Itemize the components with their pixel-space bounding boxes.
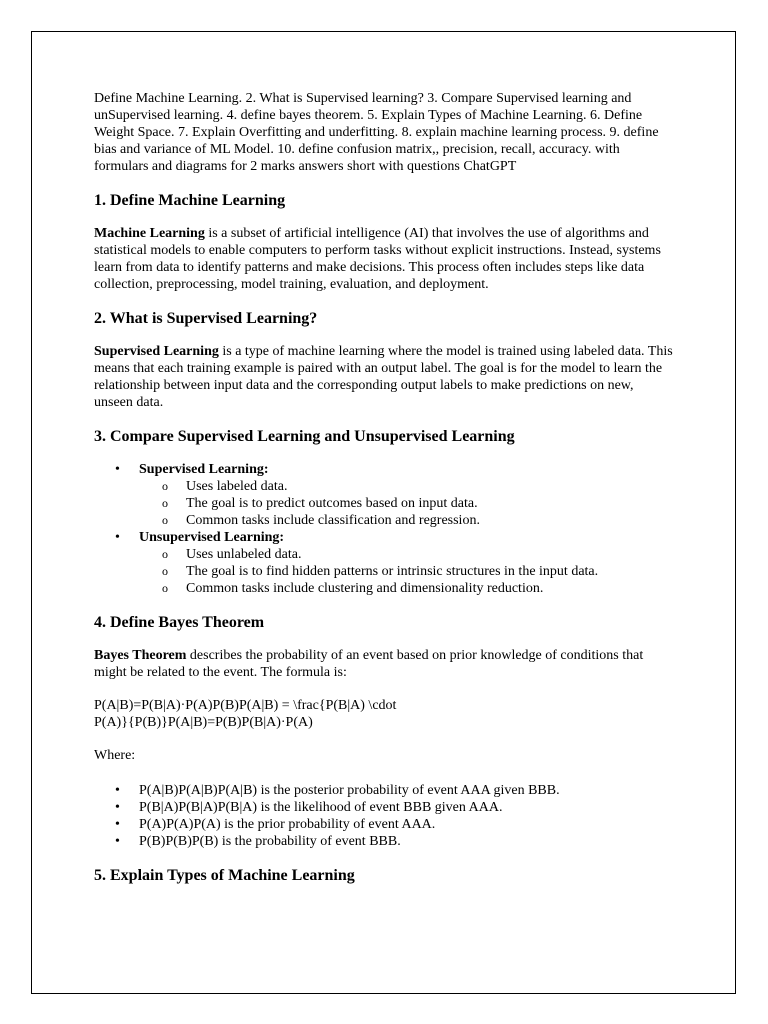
section-heading-1: 1. Define Machine Learning: [94, 192, 286, 209]
sub-list-item: o Uses unlabeled data.: [162, 547, 302, 562]
list-item: [94, 461, 674, 529]
section-heading-4: 4. Define Bayes Theorem: [94, 614, 265, 631]
bullet-icon: •: [115, 462, 120, 477]
sub-bullet-icon: o: [162, 547, 168, 561]
sub-list-item: o Common tasks include clustering and dimensionality reduction.: [162, 581, 544, 596]
section-heading-2: 2. What is Supervised Learning?: [94, 310, 318, 327]
bullet-icon: •: [115, 783, 120, 798]
bullet-icon: •: [115, 800, 120, 815]
sub-bullet-icon: o: [162, 479, 168, 493]
list-item: • P(A|B)P(A|B)P(A|B) is the posterior probability of event AAA given BBB.: [115, 783, 560, 798]
sub-bullet-icon: o: [162, 581, 168, 595]
sub-list-item: o Common tasks include classification and regression.: [162, 513, 480, 528]
bayes-formula: [94, 697, 674, 731]
document-page: [31, 31, 736, 994]
bullet-icon: •: [115, 817, 120, 832]
definition-text: is a type of machine learning where the model is trained using labeled data. This means that each training example is paired with an output label. The goal is for the model to learn the relationship between input data and the corresponding output labels to make predictions on new, unseen data.: [94, 344, 673, 410]
sub-bullet-icon: o: [162, 496, 168, 510]
bayes-terms-list: [94, 782, 674, 850]
where-label: Where:: [94, 748, 136, 763]
sub-list-item: o Uses labeled data.: [162, 479, 288, 494]
sub-list-item: o The goal is to find hidden patterns or intrinsic structures in the input data.: [162, 564, 599, 579]
list-item: • P(B|A)P(B|A)P(B|A) is the likelihood of event BBB given AAA.: [115, 800, 503, 815]
list-item-label: Supervised Learning:: [139, 462, 269, 477]
section-paragraph-2: [94, 343, 674, 411]
intro-paragraph: Define Machine Learning. 2. What is Supervised learning? 3. Compare Supervised learning and unSupervised learning. 4. define bayes theorem. 5. Explain Types of Machine Learning. 6. Define Weight Space. 7. Explain Overfitting and underfitting. 8. explain machine learning process. 9. define bias and variance of ML Model. 10. define confusion matrix,, precision, recall, accuracy. with formulars and diagrams for 2 marks answers short with questions ChatGPT: [94, 91, 659, 174]
section-heading-5: 5. Explain Types of Machine Learning: [94, 867, 355, 884]
definition-text: describes the probability of an event based on prior knowledge of conditions that might be related to the event. The formula is:: [94, 648, 644, 680]
section-paragraph-4: [94, 647, 674, 681]
section-paragraph-1: [94, 225, 674, 293]
sub-list-item: o The goal is to predict outcomes based on input data.: [162, 496, 478, 511]
formula-line: P(A)}{P(B)}P(A|B)=P(B)P(B|A)·P(A): [94, 715, 313, 730]
list-item: • P(A)P(A)P(A) is the prior probability of event AAA.: [115, 817, 436, 832]
sub-bullet-icon: o: [162, 564, 168, 578]
sub-bullet-icon: o: [162, 513, 168, 527]
definition-text: is a subset of artificial intelligence (AI) that involves the use of algorithms and statistical models to enable computers to perform tasks without explicit instructions. Instead, systems learn from data to identify patterns and make decisions. This process often includes steps like data collection, preprocessing, model training, evaluation, and deployment.: [94, 226, 661, 292]
document-content: [94, 90, 674, 900]
bullet-icon: •: [115, 530, 120, 545]
section-heading-3: 3. Compare Supervised Learning and Unsupervised Learning: [94, 428, 515, 445]
comparison-list: [94, 461, 674, 597]
list-item-label: Unsupervised Learning:: [139, 530, 285, 545]
list-item: • P(B)P(B)P(B) is the probability of event BBB.: [115, 834, 401, 849]
term-bayes-theorem: Bayes Theorem: [94, 648, 187, 663]
bullet-icon: •: [115, 834, 120, 849]
formula-line: P(A|B)=P(B|A)·P(A)P(B)P(A|B) = \frac{P(B|A) \cdot: [94, 698, 397, 713]
term-supervised-learning: Supervised Learning: [94, 344, 219, 359]
list-item: [94, 529, 674, 597]
term-machine-learning: Machine Learning: [94, 226, 205, 241]
